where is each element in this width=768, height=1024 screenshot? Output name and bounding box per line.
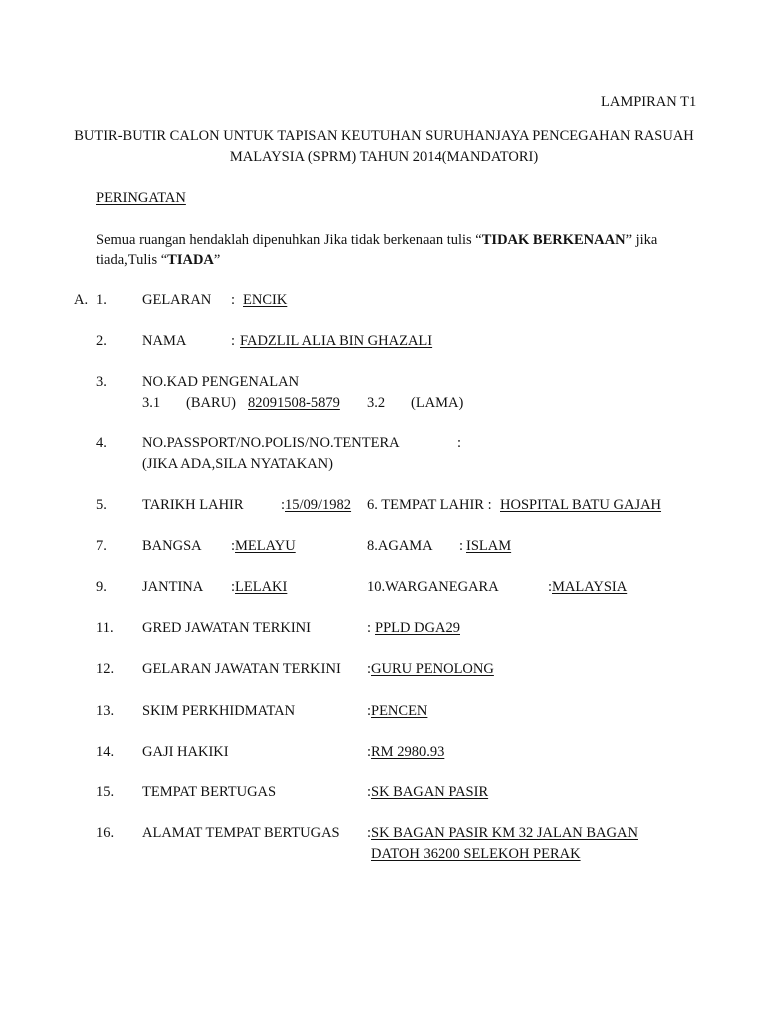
separator: : xyxy=(231,292,236,308)
tempat-bertugas-value: SK BAGAN PASIR xyxy=(371,784,489,800)
separator: : xyxy=(281,497,286,513)
kad-baru-value: 82091508-5879 xyxy=(248,395,340,411)
lampiran-label: LAMPIRAN T1 xyxy=(601,94,697,110)
kad-sub1-label: (BARU) xyxy=(186,395,236,411)
warganegara-value: MALAYSIA xyxy=(552,579,628,595)
gelaran-label: GELARAN xyxy=(142,292,212,308)
gelaran-jawatan-label: GELARAN JAWATAN TERKINI xyxy=(142,661,341,677)
alamat-label: ALAMAT TEMPAT BERTUGAS xyxy=(142,825,340,841)
separator: : xyxy=(459,538,464,554)
kad-label: NO.KAD PENGENALAN xyxy=(142,374,300,390)
item-number: 4. xyxy=(96,435,107,451)
separator: : xyxy=(367,661,372,677)
gred-value: PPLD DGA29 xyxy=(375,620,460,636)
separator: : xyxy=(231,579,236,595)
agama-value: ISLAM xyxy=(466,538,512,554)
item-number: 9. xyxy=(96,579,107,595)
item-number: 5. xyxy=(96,497,107,513)
skim-value: PENCEN xyxy=(371,703,428,719)
gelaran-value: ENCIK xyxy=(243,292,288,308)
warganegara-label: 10.WARGANEGARA xyxy=(367,579,499,595)
gaji-label: GAJI HAKIKI xyxy=(142,744,229,760)
passport-label: NO.PASSPORT/NO.POLIS/NO.TENTERA xyxy=(142,435,400,451)
item-number: 14. xyxy=(96,744,115,760)
notice-emphasis: TIADA xyxy=(167,252,214,268)
separator: : xyxy=(367,744,372,760)
separator: : xyxy=(367,703,372,719)
separator: : xyxy=(548,579,553,595)
item-number: 15. xyxy=(96,784,115,800)
notice-text: ” xyxy=(213,252,221,268)
tarikh-lahir-value: 15/09/1982 xyxy=(285,497,352,513)
agama-label: 8.AGAMA xyxy=(367,538,433,554)
jantina-value: LELAKI xyxy=(235,579,288,595)
gelaran-jawatan-value: GURU PENOLONG xyxy=(371,661,494,677)
item-number: 7. xyxy=(96,538,107,554)
notice-line-2 xyxy=(96,251,220,269)
gaji-value: RM 2980.93 xyxy=(371,744,445,760)
kad-sub1-number: 3.1 xyxy=(142,395,161,411)
alamat-value-line1: SK BAGAN PASIR KM 32 JALAN BAGAN xyxy=(371,825,638,841)
tempat-lahir-label: 6. TEMPAT LAHIR : xyxy=(367,497,492,513)
separator: : xyxy=(231,333,236,349)
notice-line-1 xyxy=(96,231,657,249)
tarikh-lahir-label: TARIKH LAHIR xyxy=(142,497,244,513)
item-number: 1. xyxy=(96,292,107,308)
item-number: 11. xyxy=(96,620,114,636)
kad-sub2-number: 3.2 xyxy=(367,395,386,411)
tempat-bertugas-label: TEMPAT BERTUGAS xyxy=(142,784,277,800)
item-number: 13. xyxy=(96,703,115,719)
skim-label: SKIM PERKHIDMATAN xyxy=(142,703,296,719)
item-number: 3. xyxy=(96,374,107,390)
bangsa-label: BANGSA xyxy=(142,538,202,554)
document-title-line2: MALAYSIA (SPRM) TAHUN 2014(MANDATORI) xyxy=(229,149,539,165)
nama-value: FADZLIL ALIA BIN GHAZALI xyxy=(240,333,433,349)
separator: : xyxy=(457,435,462,451)
document-title-line1: BUTIR-BUTIR CALON UNTUK TAPISAN KEUTUHAN SURUHANJAYA PENCEGAHAN RASUAH xyxy=(74,128,694,144)
section-label: A. xyxy=(74,292,89,308)
kad-sub2-label: (LAMA) xyxy=(411,395,464,411)
passport-sublabel: (JIKA ADA,SILA NYATAKAN) xyxy=(142,456,333,472)
separator: : xyxy=(231,538,236,554)
notice-emphasis: TIDAK BERKENAAN xyxy=(481,232,626,248)
item-number: 16. xyxy=(96,825,115,841)
notice-text: Semua ruangan hendaklah dipenuhkan Jika tidak berkenaan tulis “ xyxy=(96,232,482,248)
bangsa-value: MELAYU xyxy=(235,538,296,554)
separator: : xyxy=(367,825,372,841)
notice-heading: PERINGATAN xyxy=(96,190,186,206)
alamat-value-line2: DATOH 36200 SELEKOH PERAK xyxy=(371,846,581,862)
jantina-label: JANTINA xyxy=(142,579,204,595)
separator: : xyxy=(367,620,372,636)
gred-label: GRED JAWATAN TERKINI xyxy=(142,620,311,636)
item-number: 2. xyxy=(96,333,107,349)
notice-text: ” jika xyxy=(625,232,658,248)
separator: : xyxy=(367,784,372,800)
tempat-lahir-value: HOSPITAL BATU GAJAH xyxy=(500,497,662,513)
item-number: 12. xyxy=(96,661,115,677)
nama-label: NAMA xyxy=(142,333,187,349)
notice-text: tiada,Tulis “ xyxy=(96,252,168,268)
